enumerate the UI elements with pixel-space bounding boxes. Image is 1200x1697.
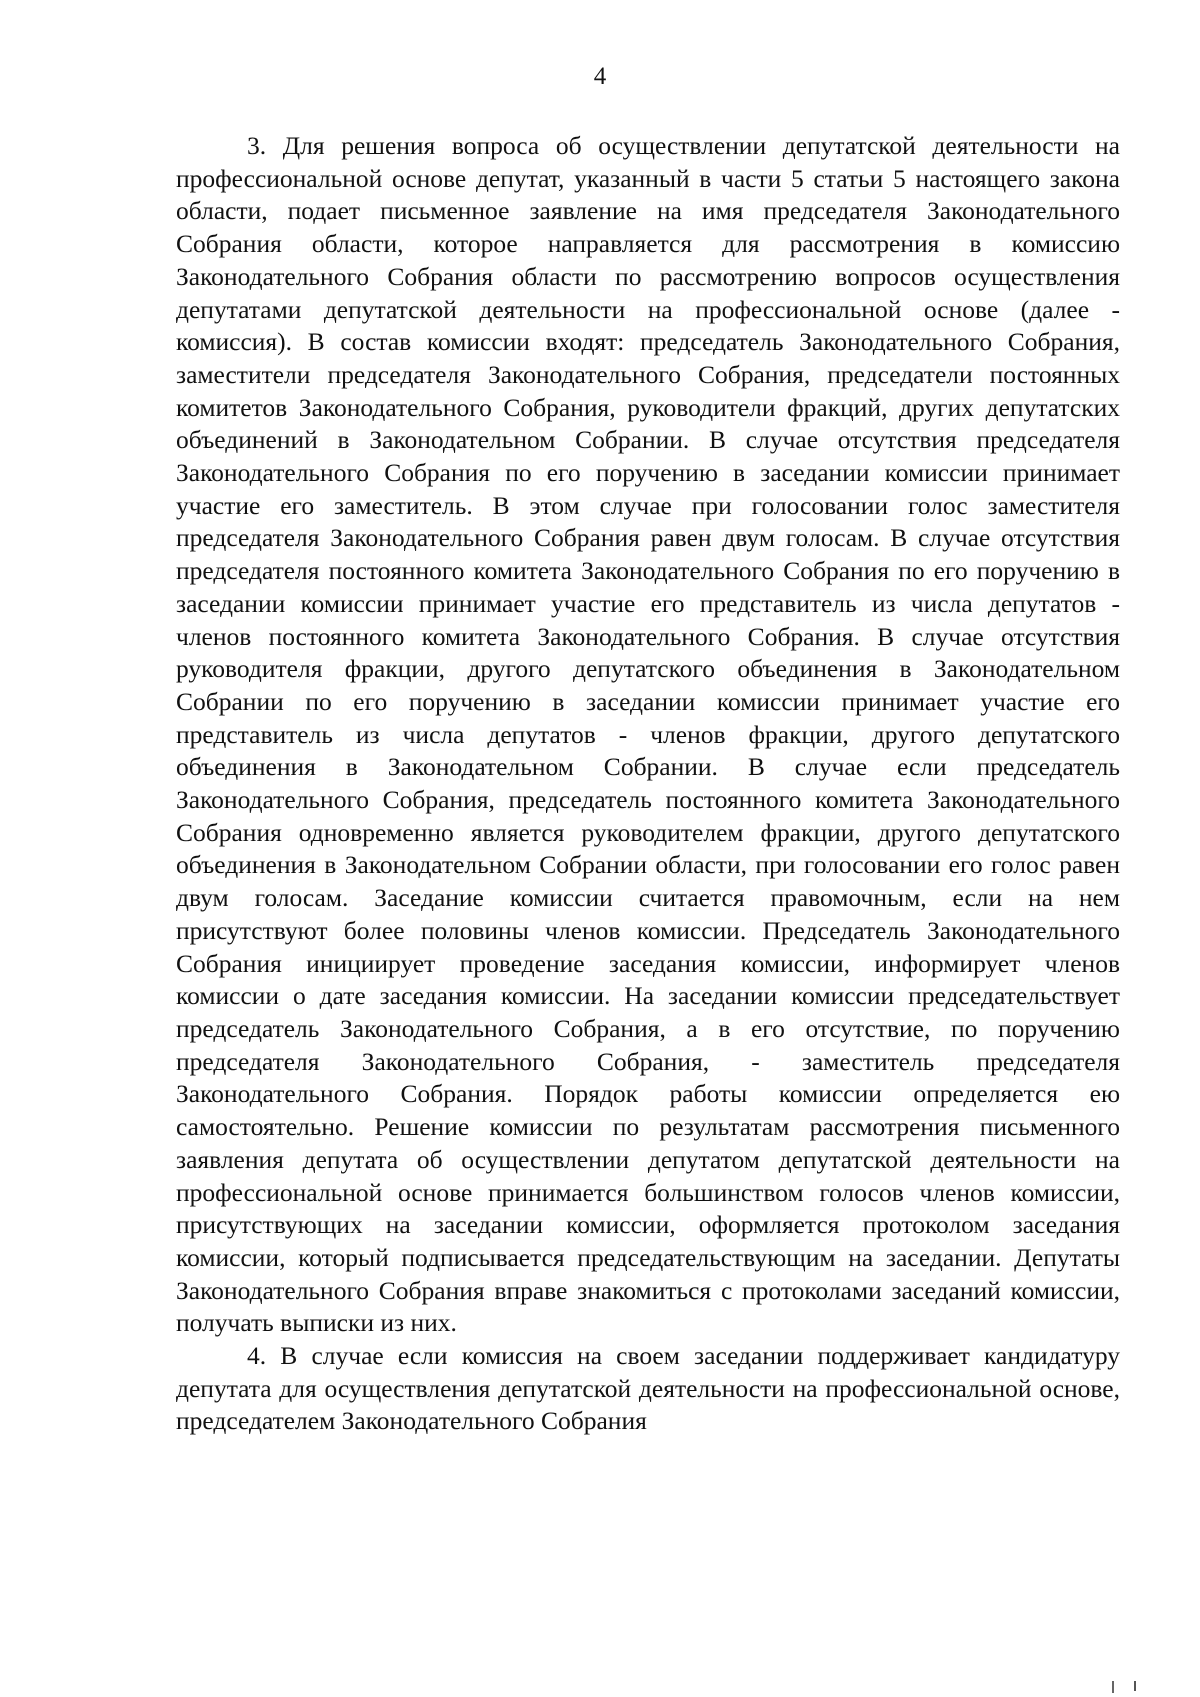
page-number: 4 <box>593 63 607 90</box>
scan-artifact-mark <box>1134 1681 1136 1691</box>
paragraph-3: 3. Для решения вопроса об осуществлении депутатской деятельности на профессиональной основе депутат, указанный в части 5 статьи 5 настоящего закона области, подает письменное заявление на имя председателя Законодательного Собрания области, которое направляется для рассмотрения в комиссию Законодательного Собрания области по рассмотрению вопросов осуществления депутатами депутатской деятельности на профессиональной основе (далее - комиссия). В состав комиссии входят: председатель Законодательного Собрания, заместители председателя Законодательного Собрания, председатели постоянных комитетов Законодательного Собрания, руководители фракций, других депутатских объединений в Законодательном Собрании. В случае отсутствия председателя Законодательного Собрания по его поручению в заседании комиссии принимает участие его заместитель. В этом случае при голосовании голос заместителя председателя Законодательного Собрания равен двум голосам. В случае отсутствия председателя постоянного комитета Законодательного Собрания по его поручению в заседании комиссии принимает участие его представитель из числа депутатов - членов постоянного комитета Законодательного Собрания. В случае отсутствия руководителя фракции, другого депутатского объединения в Законодательном Собрании по его поручению в заседании комиссии принимает участие его представитель из числа депутатов - членов фракции, другого депутатского объединения в Законодательном Собрании. В случае если председатель Законодательного Собрания, председатель постоянного комитета Законодательного Собрания одновременно является руководителем фракции, другого депутатского объединения в Законодательном Собрании области, при голосовании его голос равен двум голосам. Заседание комиссии считается правомочным, если на нем присутствуют более половины членов комиссии. Председатель Законодательного Собрания инициирует проведение заседания комиссии, информирует членов комиссии о дате заседания комиссии. На заседании комиссии председательствует председатель Законодательного Собрания, а в его отсутствие, по поручению председателя Законодательного Собрания, - заместитель председателя Законодательного Собрания. Порядок работы комиссии определяется ею самостоятельно. Решение комиссии по результатам рассмотрения письменного заявления депутата об осуществлении депутатом депутатской деятельности на профессиональной основе принимается большинством голосов членов комиссии, присутствующих на заседании комиссии, оформляется протоколом заседания комиссии, который подписывается председательствующим на заседании. Депутаты Законодательного Собрания вправе знакомиться с протоколами заседаний комиссии, получать выписки из них. <box>176 131 1120 1338</box>
scan-artifact-mark <box>1112 1681 1114 1693</box>
document-body <box>176 130 1120 1438</box>
paragraph-4: 4. В случае если комиссия на своем заседании поддерживает кандидатуру депутата для осуществления депутатской деятельности на профессиональной основе, председателем Законодательного Собрания <box>176 1341 1120 1436</box>
